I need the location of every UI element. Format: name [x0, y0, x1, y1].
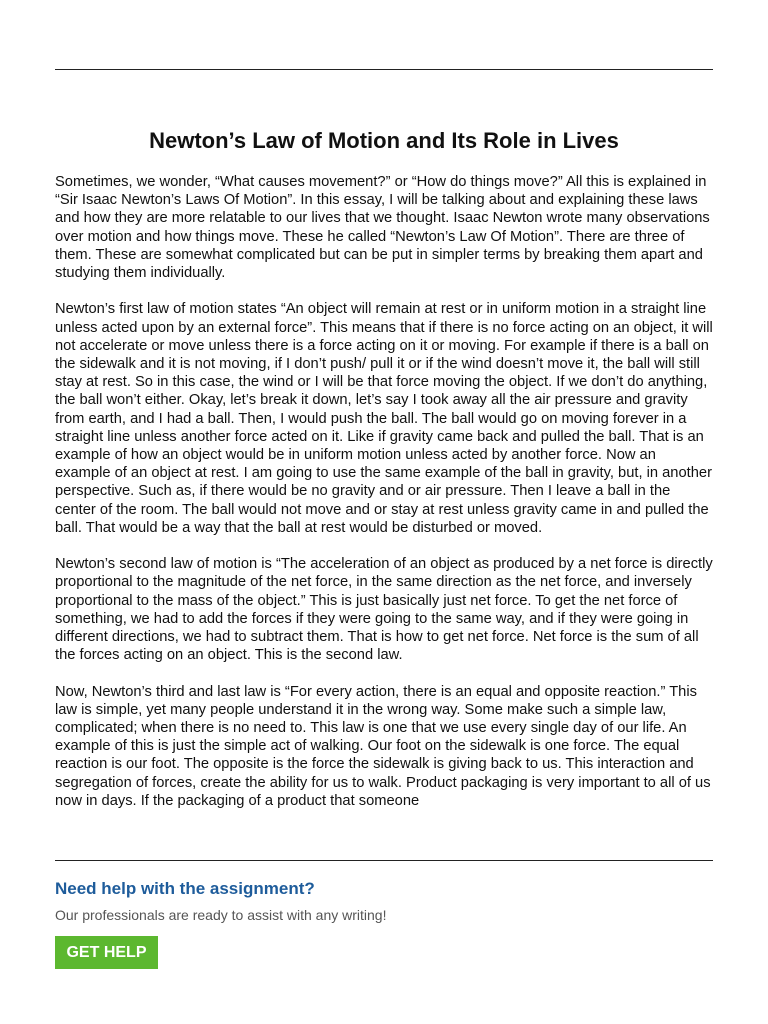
document-body — [55, 173, 715, 828]
paragraph-second-law: Newton’s second law of motion is “The acceleration of an object as produced by a net force is directly proportional to the magnitude of the net force, in the same direction as the net force, and inversely proportional to the mass of the object.” This is just basically just net force. To get the net force of something, we had to add the forces if they were going to the same way, and if they were going in different directions, we had to subtract them. That is how to get net force. Net force is the sum of all the forces acting on an object. This is the second law. — [55, 556, 713, 664]
help-subtext: Our professionals are ready to assist with any writing! — [55, 907, 387, 923]
paragraph-first-law: Newton’s first law of motion states “An object will remain at rest or in uniform motion in a straight line unless acted upon by an external force”. This means that if there is no force acting on an object, it will not accelerate or move unless there is a force acting on it or moving. For example if there is a ball on the sidewalk and it is not moving, if I don’t push/ pull it or if the wind doesn’t move it, the ball will still stay at rest. So in this case, the wind or I will be that force moving the object. If we don’t do anything, the ball won’t either. Okay, let’s break it down, let’s say I took away all the air pressure and gravity from earth, and I had a ball. Then, I would push the ball. The ball would go on moving forever in a straight line unless another force acted on it. Like if gravity came back and pulled the ball. That is an example of how an object would be in uniform motion unless acted by another force. Now an example of an object at rest. I am going to use the same example of the ball in gravity, but, in another perspective. Such as, if there would be no gravity and or air pressure. Then I leave a ball in the center of the room. The ball would not move and or stay at rest unless gravity came in and pulled the ball. That would be a way that the ball at rest would be disturbed or moved. — [55, 301, 713, 536]
top-divider — [55, 69, 713, 70]
bottom-divider — [55, 860, 713, 861]
paragraph-intro: Sometimes, we wonder, “What causes movement?” or “How do things move?” All this is explained in “Sir Isaac Newton’s Laws Of Motion”. In this essay, I will be talking about and explaining these laws and how they are more relatable to our lives that we thought. Isaac Newton wrote many observations over motion and how things move. These he called “Newton’s Law Of Motion”. There are three of them. These are somewhat complicated but can be put in simpler terms by breaking them apart and studying them individually. — [55, 174, 710, 282]
paragraph-third-law: Now, Newton’s third and last law is “For every action, there is an equal and opposite reaction.” This law is simple, yet many people understand it in the wrong way. Some make such a simple law, complicated; when there is no need to. This law is one that we use every single day of our life. An example of this is just the simple act of walking. Our foot on the sidewalk is one force. The equal reaction is our foot. The opposite is the force the sidewalk is giving back to us. This interaction and segregation of forces, create the ability for us to walk. Product packaging is very important to all of us now in days. If the packaging of a product that someone — [55, 683, 711, 809]
document-title: Newton’s Law of Motion and Its Role in Lives — [149, 128, 619, 153]
get-help-button[interactable]: GET HELP — [55, 936, 158, 969]
help-heading: Need help with the assignment? — [55, 879, 315, 898]
